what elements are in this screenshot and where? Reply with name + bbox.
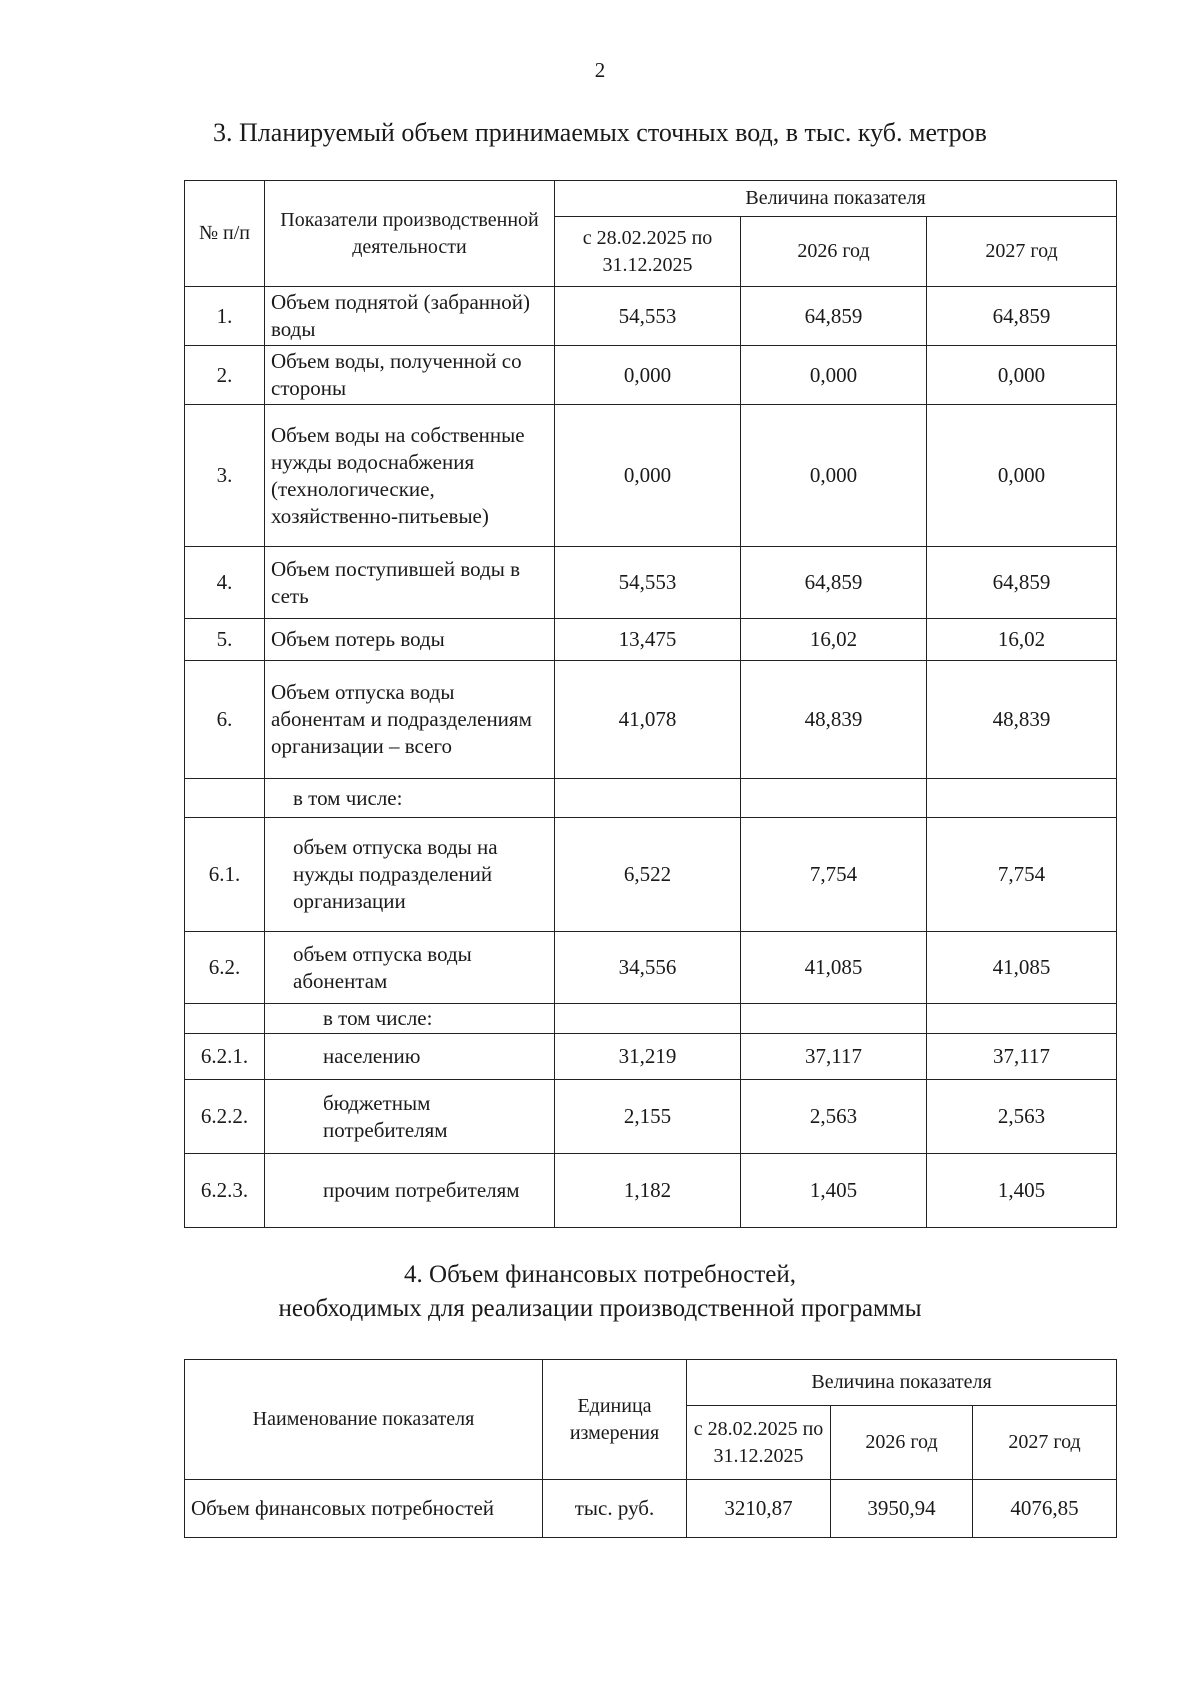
row-name: Объем потерь воды	[265, 619, 555, 661]
row-num: 6.	[185, 661, 265, 779]
row-num: 6.2.2.	[185, 1080, 265, 1154]
table-row	[185, 818, 1117, 932]
header-period-1: с 28.02.2025 по 31.12.2025	[687, 1406, 831, 1480]
row-num: 2.	[185, 346, 265, 405]
header-unit: Единица измерения	[543, 1360, 687, 1480]
row-value: 0,000	[555, 346, 741, 405]
table-row	[185, 1480, 1117, 1538]
section-4-title	[0, 1258, 1200, 1326]
header-period-3: 2027 год	[973, 1406, 1117, 1480]
row-name: Объем финансовых потребностей	[185, 1480, 543, 1538]
row-num: 5.	[185, 619, 265, 661]
row-num: 4.	[185, 547, 265, 619]
row-name: объем отпуска воды абонентам	[265, 932, 555, 1004]
header-period-3: 2027 год	[927, 217, 1117, 287]
header-period-1: с 28.02.2025 по 31.12.2025	[555, 217, 741, 287]
row-value: 7,754	[741, 818, 927, 932]
header-num: № п/п	[185, 181, 265, 287]
row-value	[927, 1004, 1117, 1034]
table-header-row	[185, 1360, 1117, 1406]
row-value: 48,839	[741, 661, 927, 779]
row-name: Объем воды, полученной со стороны	[265, 346, 555, 405]
row-name: Объем поступившей воды в сеть	[265, 547, 555, 619]
row-value: 64,859	[741, 287, 927, 346]
section-4-title-line-1: 4. Объем финансовых потребностей,	[404, 1261, 796, 1288]
row-value: 13,475	[555, 619, 741, 661]
row-name: бюджетным потребителям	[265, 1080, 555, 1154]
table-row	[185, 1080, 1117, 1154]
row-value: 1,182	[555, 1154, 741, 1228]
row-value: 4076,85	[973, 1480, 1117, 1538]
row-value: 64,859	[927, 547, 1117, 619]
header-name: Наименование показателя	[185, 1360, 543, 1480]
row-name: объем отпуска воды на нужды подразделений организации	[265, 818, 555, 932]
header-value-group: Величина показателя	[555, 181, 1117, 217]
row-value	[555, 779, 741, 818]
row-value	[555, 1004, 741, 1034]
row-value: 41,078	[555, 661, 741, 779]
row-num	[185, 779, 265, 818]
table-row	[185, 661, 1117, 779]
section-3-title: 3. Планируемый объем принимаемых сточных вод, в тыс. куб. метров	[213, 118, 987, 147]
row-name: Объем воды на собственные нужды водоснабжения (технологические, хозяйственно-питьевые)	[265, 405, 555, 547]
row-num	[185, 1004, 265, 1034]
table-row	[185, 405, 1117, 547]
row-value	[741, 779, 927, 818]
row-value: 7,754	[927, 818, 1117, 932]
row-value	[927, 779, 1117, 818]
row-value: 0,000	[741, 346, 927, 405]
row-value: 2,155	[555, 1080, 741, 1154]
row-value: 34,556	[555, 932, 741, 1004]
row-value: 48,839	[927, 661, 1117, 779]
row-name: населению	[265, 1034, 555, 1080]
row-unit: тыс. руб.	[543, 1480, 687, 1538]
table-header-row	[185, 181, 1117, 217]
row-value: 41,085	[927, 932, 1117, 1004]
table-row	[185, 1034, 1117, 1080]
row-value: 37,117	[927, 1034, 1117, 1080]
row-value: 1,405	[927, 1154, 1117, 1228]
table-row	[185, 346, 1117, 405]
table-row	[185, 287, 1117, 346]
section-4-title-line-2: необходимых для реализации производственной программы	[278, 1295, 922, 1322]
row-num: 6.2.1.	[185, 1034, 265, 1080]
row-value: 3210,87	[687, 1480, 831, 1538]
row-value: 0,000	[741, 405, 927, 547]
table-row	[185, 779, 1117, 818]
row-name: Объем поднятой (забранной) воды	[265, 287, 555, 346]
row-value: 64,859	[741, 547, 927, 619]
row-name: в том числе:	[265, 1004, 555, 1034]
row-value: 16,02	[741, 619, 927, 661]
row-value: 54,553	[555, 547, 741, 619]
row-num: 3.	[185, 405, 265, 547]
wastewater-volume-table	[184, 180, 1117, 1228]
row-value: 0,000	[555, 405, 741, 547]
table-row	[185, 619, 1117, 661]
row-value: 31,219	[555, 1034, 741, 1080]
header-period-2: 2026 год	[741, 217, 927, 287]
row-num: 6.1.	[185, 818, 265, 932]
row-value: 37,117	[741, 1034, 927, 1080]
row-value: 64,859	[927, 287, 1117, 346]
table-row	[185, 1004, 1117, 1034]
row-num: 6.2.3.	[185, 1154, 265, 1228]
header-indicator: Показатели производственной деятельности	[265, 181, 555, 287]
row-num: 6.2.	[185, 932, 265, 1004]
row-value	[741, 1004, 927, 1034]
page-number: 2	[594, 58, 606, 82]
row-value: 16,02	[927, 619, 1117, 661]
row-name: в том числе:	[265, 779, 555, 818]
row-name: Объем отпуска воды абонентам и подразделениям организации – всего	[265, 661, 555, 779]
row-value: 6,522	[555, 818, 741, 932]
row-value: 0,000	[927, 346, 1117, 405]
header-period-2: 2026 год	[831, 1406, 973, 1480]
financial-needs-table	[184, 1359, 1117, 1538]
row-num: 1.	[185, 287, 265, 346]
row-name: прочим потребителям	[265, 1154, 555, 1228]
row-value: 54,553	[555, 287, 741, 346]
row-value: 1,405	[741, 1154, 927, 1228]
row-value: 2,563	[741, 1080, 927, 1154]
table-row	[185, 1154, 1117, 1228]
table-row	[185, 932, 1117, 1004]
row-value: 0,000	[927, 405, 1117, 547]
table-row	[185, 547, 1117, 619]
row-value: 41,085	[741, 932, 927, 1004]
row-value: 3950,94	[831, 1480, 973, 1538]
header-value-group: Величина показателя	[687, 1360, 1117, 1406]
row-value: 2,563	[927, 1080, 1117, 1154]
